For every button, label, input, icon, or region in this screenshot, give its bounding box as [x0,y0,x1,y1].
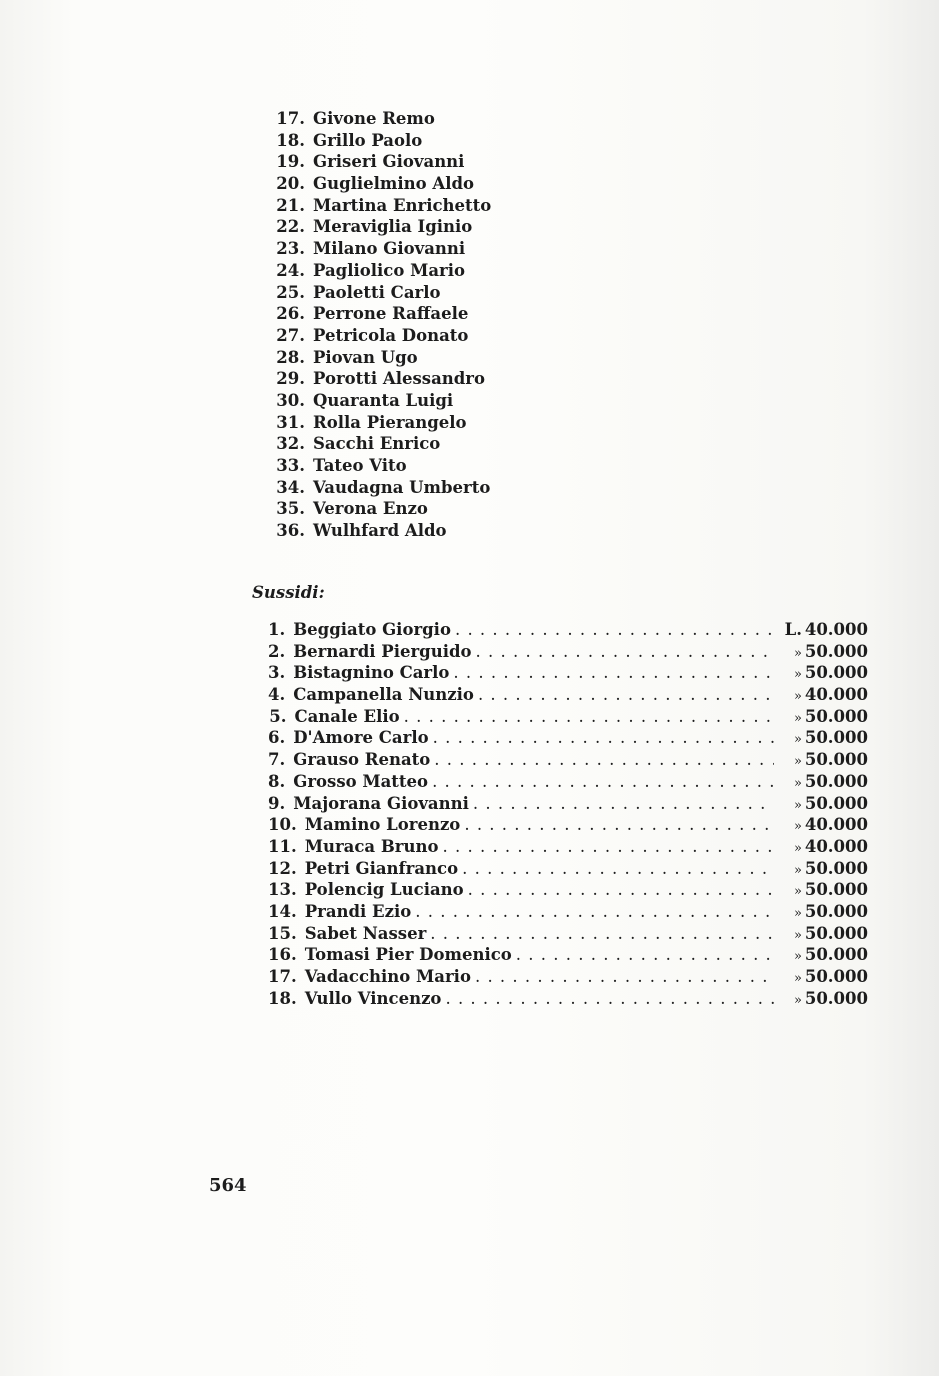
item-number: 18. [276,130,305,150]
item-name: Perrone Raffaele [313,304,469,324]
dot-leader [449,662,774,684]
table-row [268,684,868,706]
table-row [268,641,868,663]
amount: 50.000 [804,750,868,770]
table-row [268,662,868,684]
currency-mark: » [794,992,802,1008]
item-name: Vullo Vincenzo [304,988,442,1008]
dot-leader [469,793,774,815]
item-number: 21. [276,195,305,215]
amount: 40.000 [804,620,868,639]
item-name: Tomasi Pier Domenico [304,945,512,965]
amount: 50.000 [804,901,868,921]
currency-mark: » [794,645,802,661]
item-number: 35. [276,499,305,519]
list-item [268,303,491,325]
dot-leader [472,641,774,663]
item-name: Petri Gianfranco [304,858,459,878]
item-name: Quaranta Luigi [313,390,454,410]
dot-leader [441,988,774,1010]
item-number: 1. [268,620,286,639]
list-item [268,477,491,499]
item-number: 5. [269,706,287,726]
item-name: Rolla Pierangelo [313,412,467,432]
item-name: D'Amore Carlo [293,728,429,748]
item-name: Muraca Bruno [304,836,439,856]
table-row [268,901,868,923]
item-name: Givone Remo [313,109,435,128]
currency-mark: » [794,819,802,835]
item-number: 17. [268,967,297,986]
item-number: 31. [276,412,305,432]
item-name: Majorana Giovanni [293,793,469,813]
list-item [268,260,491,282]
dot-leader [411,901,774,923]
item-number: 9. [268,793,286,813]
currency-mark: » [794,710,802,726]
item-number: 19. [276,152,305,172]
currency-mark: » [794,754,802,770]
amount: 50.000 [804,880,868,900]
dot-leader [474,684,774,706]
dot-leader [464,879,774,901]
item-number: 27. [276,325,305,345]
table-row [268,619,868,641]
item-name: Wulhfard Aldo [313,521,447,541]
item-number: 13. [268,880,297,900]
list-item [268,238,491,260]
currency-mark: » [794,927,802,943]
item-name: Verona Enzo [313,499,428,519]
table-row [268,793,868,815]
list-item [268,412,491,434]
item-name: Grillo Paolo [313,130,423,150]
list-item [268,282,491,304]
item-number: 17. [276,109,305,128]
item-number: 14. [268,901,297,921]
amount: 50.000 [804,945,868,965]
currency-mark: » [794,797,802,813]
table-row [268,858,868,880]
dot-leader [400,706,774,728]
list-item [268,130,491,152]
amount: 40.000 [804,836,868,856]
item-number: 8. [268,771,286,791]
list-item [268,173,491,195]
dot-leader [458,858,774,880]
item-name: Vaudagna Umberto [313,477,491,497]
item-name: Porotti Alessandro [313,369,485,389]
item-number: 15. [268,923,297,943]
currency-mark: » [794,971,802,986]
currency-mark: L. [784,620,802,639]
table-row [268,706,868,728]
item-number: 4. [268,685,286,705]
item-number: 32. [276,434,305,454]
currency-mark: » [794,775,802,791]
list-item [268,368,491,390]
item-name: Tateo Vito [313,456,407,475]
table-row [268,923,868,945]
dot-leader [471,966,774,988]
amount: 40.000 [804,685,868,705]
currency-mark: » [794,905,802,921]
item-number: 22. [276,217,305,237]
item-name: Beggiato Giorgio [293,620,451,639]
table-row [268,749,868,771]
page-number: 564 [209,1175,247,1196]
item-number: 34. [276,477,305,497]
item-number: 16. [268,945,297,965]
names-list [268,108,491,542]
item-name: Sabet Nasser [304,923,427,943]
item-number: 33. [276,456,305,475]
item-number: 10. [268,815,297,835]
currency-mark: » [794,949,802,965]
dot-leader [430,749,774,771]
amount: 50.000 [804,771,868,791]
item-name: Mamino Lorenzo [304,815,461,835]
item-number: 18. [268,988,297,1008]
item-name: Paoletti Carlo [313,282,441,302]
item-name: Polencig Luciano [304,880,464,900]
table-row [268,944,868,966]
item-name: Grosso Matteo [293,771,429,791]
dot-leader [451,619,774,641]
table-row [268,727,868,749]
list-item [268,347,491,369]
item-name: Vadacchino Mario [304,967,471,986]
item-number: 7. [268,750,286,770]
item-number: 29. [276,369,305,389]
amount: 50.000 [804,663,868,683]
amount: 50.000 [804,988,868,1008]
item-name: Pagliolico Mario [313,260,465,280]
item-name: Sacchi Enrico [313,434,441,454]
currency-mark: » [794,732,802,748]
item-number: 26. [276,304,305,324]
table-row [268,966,868,988]
item-name: Milano Giovanni [313,239,466,259]
currency-mark: » [794,862,802,878]
list-item [268,195,491,217]
item-name: Prandi Ezio [304,901,412,921]
item-number: 23. [276,239,305,259]
item-name: Griseri Giovanni [313,152,465,172]
list-item [268,325,491,347]
item-name: Canale Elio [294,706,400,726]
dot-leader [512,944,774,966]
item-name: Piovan Ugo [313,347,418,367]
sussidi-heading: Sussidi: [252,583,325,602]
item-name: Guglielmino Aldo [313,174,475,194]
list-item [268,390,491,412]
item-name: Petricola Donato [313,325,469,345]
currency-mark: » [794,884,802,900]
amount: 50.000 [804,641,868,661]
table-row [268,771,868,793]
amount: 50.000 [804,728,868,748]
list-item [268,520,491,542]
item-number: 11. [268,836,297,856]
amount: 50.000 [804,923,868,943]
dot-leader [429,727,774,749]
item-name: Grauso Renato [293,750,431,770]
list-item [268,216,491,238]
table-row [268,814,868,836]
item-number: 30. [276,390,305,410]
list-item [268,433,491,455]
item-number: 36. [276,521,305,541]
amount: 50.000 [804,793,868,813]
item-number: 3. [268,663,286,683]
currency-mark: » [794,840,802,856]
sussidi-list [268,619,868,1009]
item-number: 6. [268,728,286,748]
item-name: Bernardi Pierguido [293,641,472,661]
amount: 50.000 [804,706,868,726]
dot-leader [438,836,774,858]
item-name: Bistagnino Carlo [293,663,450,683]
item-number: 24. [276,260,305,280]
amount: 50.000 [804,858,868,878]
amount: 40.000 [804,815,868,835]
item-number: 20. [276,174,305,194]
item-name: Meraviglia Iginio [313,217,473,237]
list-item [268,455,491,477]
dot-leader [428,771,774,793]
table-row [268,879,868,901]
dot-leader [426,923,774,945]
table-row [268,988,868,1010]
amount: 50.000 [804,967,868,986]
item-name: Campanella Nunzio [293,685,474,705]
item-name: Martina Enrichetto [313,195,492,215]
item-number: 2. [268,641,286,661]
list-item [268,498,491,520]
item-number: 12. [268,858,297,878]
table-row [268,836,868,858]
dot-leader [460,814,774,836]
currency-mark: » [794,689,802,705]
list-item [268,151,491,173]
list-item [268,108,491,130]
item-number: 28. [276,347,305,367]
item-number: 25. [276,282,305,302]
currency-mark: » [794,667,802,683]
